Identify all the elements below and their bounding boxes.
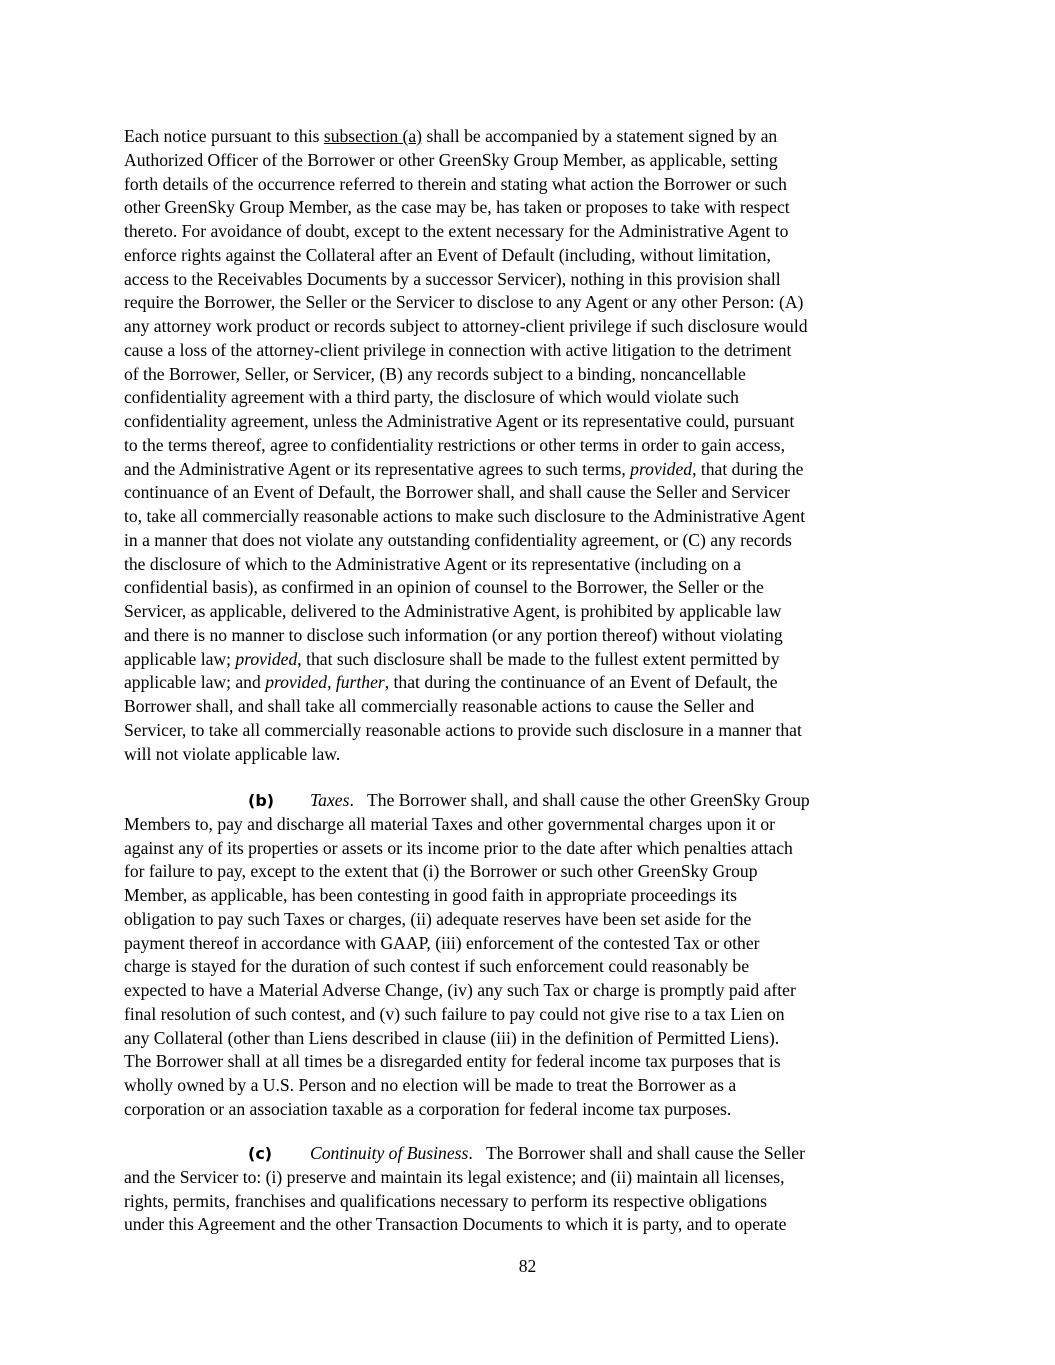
text-line xyxy=(124,1190,934,1214)
text-run: Authorized Officer of the Borrower or other GreenSky Group Member, as applicable, setting xyxy=(124,149,778,170)
text-run: any Collateral (other than Liens described in clause (iii) in the definition of Permitted Liens). xyxy=(124,1027,780,1048)
text-line xyxy=(124,505,934,529)
text-line xyxy=(124,363,934,387)
text-run: thereto. For avoidance of doubt, except to the extent necessary for the Administrative Agent to xyxy=(124,221,789,241)
text-line xyxy=(124,1074,934,1098)
text-run: obligation to pay such Taxes or charges, (ii) adequate reserves have been set aside for the xyxy=(124,908,752,929)
text-run: enforce rights against the Collateral after an Event of Default (including, without limitation, xyxy=(124,244,771,265)
section-b-heading: Taxes xyxy=(310,790,350,810)
text-line xyxy=(124,576,934,600)
text-run: , that during the continuance of an Event of Default, the xyxy=(384,672,778,693)
text-run: any attorney work product or records subject to attorney-client privilege if such disclosure would xyxy=(124,316,808,336)
text-line xyxy=(124,386,934,410)
text-run: access to the Receivables Documents by a successor Servicer), nothing in this provision shall xyxy=(124,268,781,289)
italic-term: provided xyxy=(235,648,298,669)
text-run: payment thereof in accordance with GAAP, (iii) enforcement of the contested Tax or other xyxy=(124,932,760,953)
text-line xyxy=(124,315,934,339)
text-run: applicable law; xyxy=(124,648,236,669)
text-run: to, take all commercially reasonable actions to make such disclosure to the Administrative Agent xyxy=(124,506,806,526)
text-run: forth details of the occurrence referred to therein and stating what action the Borrower or such xyxy=(124,173,787,194)
text-run: will not violate applicable law. xyxy=(124,743,341,764)
text-run: . The Borrower shall and shall cause the Seller xyxy=(468,1143,805,1163)
text-run: for failure to pay, except to the extent that (i) the Borrower or such other GreenSky Group xyxy=(124,861,758,882)
text-run: final resolution of such contest, and (v) such failure to pay could not give rise to a tax Lien on xyxy=(124,1003,785,1024)
text-line xyxy=(124,553,934,577)
text-line xyxy=(124,268,934,292)
text-line xyxy=(124,743,934,767)
text-run: and the Servicer to: (i) preserve and maintain its legal existence; and (ii) maintain all licenses, xyxy=(124,1166,785,1187)
text-line xyxy=(124,955,934,979)
text-line xyxy=(124,1050,934,1074)
text-line xyxy=(124,220,934,244)
text-line xyxy=(124,1003,934,1027)
text-run: applicable law; and xyxy=(124,672,266,693)
text-line xyxy=(124,837,934,861)
section-b-taxes xyxy=(124,789,934,1122)
text-line xyxy=(124,600,934,624)
text-run: and there is no manner to disclose such information (or any portion thereof) without violating xyxy=(124,624,783,645)
text-line xyxy=(124,529,934,553)
section-c-heading: Continuity of Business xyxy=(310,1143,469,1163)
text-run: Servicer, to take all commercially reasonable actions to provide such disclosure in a manner that xyxy=(124,719,802,740)
paragraph-a-continuation xyxy=(124,125,934,766)
text-run: rights, permits, franchises and qualifications necessary to perform its respective obligations xyxy=(124,1190,767,1211)
text-run: and the Administrative Agent or its representative agrees to such terms, xyxy=(124,458,631,479)
section-c-first-line xyxy=(124,1142,934,1166)
text-run: cause a loss of the attorney-client privilege in connection with active litigation to the detriment xyxy=(124,339,792,360)
text-line xyxy=(124,648,934,672)
text-line xyxy=(124,149,934,173)
section-b-first-line xyxy=(124,789,934,813)
text-line xyxy=(124,244,934,268)
text-run: . The Borrower shall, and shall cause the other GreenSky Group xyxy=(349,790,810,810)
section-b-label: (b) xyxy=(248,791,275,810)
text-line xyxy=(124,481,934,505)
text-line xyxy=(124,434,934,458)
text-run: , that during the xyxy=(692,458,804,479)
text-run: Borrower shall, and shall take all commercially reasonable actions to cause the Seller and xyxy=(124,696,755,716)
text-run: , that such disclosure shall be made to the fullest extent permitted by xyxy=(297,648,780,669)
text-run: Member, as applicable, has been contesting in good faith in appropriate proceedings its xyxy=(124,885,737,905)
text-run: continuance of an Event of Default, the Borrower shall, and shall cause the Seller and Servicer xyxy=(124,482,790,503)
text-line xyxy=(124,196,934,220)
italic-term: provided xyxy=(630,458,693,479)
text-line xyxy=(124,695,934,719)
text-line xyxy=(124,860,934,884)
text-run: Members to, pay and discharge all material Taxes and other governmental charges upon it or xyxy=(124,813,776,834)
text-line xyxy=(124,1098,934,1122)
text-run: other GreenSky Group Member, as the case may be, has taken or proposes to take with respect xyxy=(124,197,790,218)
text-line xyxy=(124,1027,934,1051)
text-line xyxy=(124,291,934,315)
text-run: to the terms thereof, agree to confidentiality restrictions or other terms in order to gain access, xyxy=(124,434,786,455)
text-run: expected to have a Material Adverse Change, (iv) any such Tax or charge is promptly paid after xyxy=(124,980,796,1000)
text-run: the disclosure of which to the Administrative Agent or its representative (including on a xyxy=(124,553,742,574)
text-line xyxy=(124,908,934,932)
text-run: shall be accompanied by a statement signed by an xyxy=(422,126,778,146)
text-line xyxy=(124,458,934,482)
italic-term: provided, further xyxy=(265,672,385,693)
text-run: corporation or an association taxable as a corporation for federal income tax purposes. xyxy=(124,1098,732,1119)
underlined-reference: subsection (a) xyxy=(323,126,423,146)
text-line xyxy=(124,1213,934,1237)
text-line xyxy=(124,979,934,1003)
text-run: Each notice pursuant to this xyxy=(124,126,324,146)
text-run: of the Borrower, Seller, or Servicer, (B) any records subject to a binding, noncancellable xyxy=(124,363,746,384)
section-c-label: (c) xyxy=(248,1144,273,1163)
text-line xyxy=(124,339,934,363)
text-line xyxy=(124,410,934,434)
text-run: require the Borrower, the Seller or the Servicer to disclose to any Agent or any other Person: (A) xyxy=(124,292,804,313)
text-line xyxy=(124,932,934,956)
text-line xyxy=(124,671,934,695)
text-run: confidentiality agreement, unless the Administrative Agent or its representative could, pursuant xyxy=(124,411,795,431)
page-number: 82 xyxy=(518,1256,537,1276)
text-line xyxy=(124,624,934,648)
text-run: The Borrower shall at all times be a disregarded entity for federal income tax purposes that is xyxy=(124,1051,781,1072)
text-run: confidentiality agreement with a third party, the disclosure of which would violate such xyxy=(124,387,739,408)
text-line xyxy=(124,884,934,908)
text-run: in a manner that does not violate any outstanding confidentiality agreement, or (C) any records xyxy=(124,529,792,550)
text-line xyxy=(124,125,934,149)
text-line xyxy=(124,1166,934,1190)
text-run: under this Agreement and the other Transaction Documents to which it is party, and to operate xyxy=(124,1214,787,1235)
text-run: charge is stayed for the duration of such contest if such enforcement could reasonably be xyxy=(124,956,750,977)
text-line xyxy=(124,173,934,197)
text-line xyxy=(124,813,934,837)
text-run: Servicer, as applicable, delivered to the Administrative Agent, is prohibited by applicable law xyxy=(124,601,782,621)
section-c-continuity xyxy=(124,1142,934,1237)
text-line xyxy=(124,719,934,743)
text-run: wholly owned by a U.S. Person and no election will be made to treat the Borrower as a xyxy=(124,1075,737,1095)
text-run: confidential basis), as confirmed in an opinion of counsel to the Borrower, the Seller or the xyxy=(124,577,764,598)
text-run: against any of its properties or assets or its income prior to the date after which penalties attach xyxy=(124,837,793,858)
